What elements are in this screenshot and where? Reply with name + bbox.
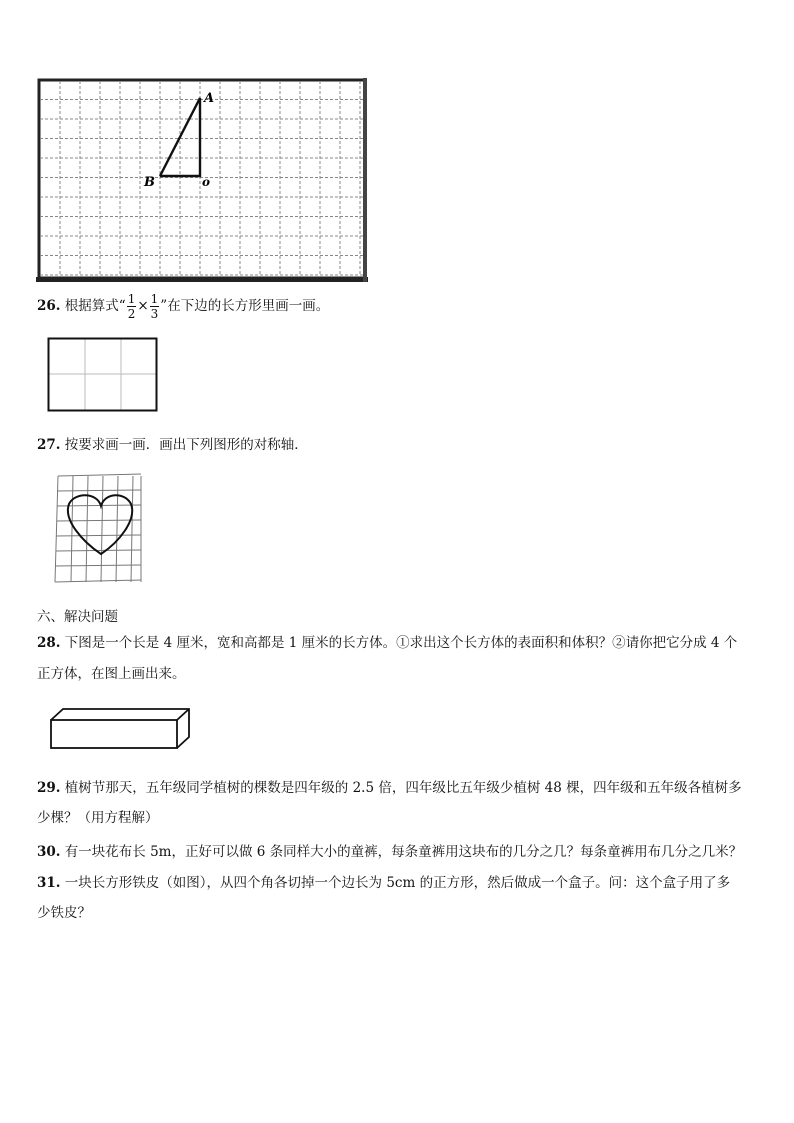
- label-b: B: [144, 175, 155, 190]
- question-27: [37, 436, 308, 454]
- question-number: 30.: [37, 844, 61, 860]
- section-6-title: 六、解决问题: [37, 609, 118, 625]
- rectangle-3x2-figure: [47, 337, 159, 413]
- triangle-grid: [36, 78, 370, 284]
- fraction-third: $\frac{1}{3}$: [150, 292, 159, 321]
- question-text-line1: 植树节那天，五年级同学植树的棵数是四年级的 2.5 倍，四年级比五年级少植树 48 棵，四年级和五年级各植树多: [64, 780, 742, 796]
- question-number: 31.: [37, 875, 61, 891]
- question-31: [37, 874, 730, 892]
- question-28: [37, 634, 737, 652]
- fraction-half: $\frac{1}{2}$: [127, 292, 136, 321]
- question-30: [37, 843, 742, 861]
- question-text-line1: 一块长方形铁皮（如图），从四个角各切掉一个边长为 5cm 的正方形，然后做成一个盒子。问：这个盒子用了多: [64, 875, 731, 891]
- question-number: 26.: [37, 298, 61, 314]
- question-text-line1: 有一块花布长 5m，正好可以做 6 条同样大小的童裤，每条童裤用这块布的几分之几？每条童裤用布几分之几米？: [64, 844, 743, 860]
- question-text-line1: 下图是一个长是 4 厘米，宽和高都是 1 厘米的长方体。①求出这个长方体的表面积和体积？②请你把它分成 4 个: [64, 635, 738, 651]
- question-29: [37, 779, 742, 797]
- question-number: 28.: [37, 635, 61, 651]
- question-text-after: ”在下边的长方形里画一画。: [160, 298, 330, 314]
- label-a: A: [204, 91, 215, 106]
- grid-bottom-edge: [36, 277, 368, 282]
- heart-shape: [68, 495, 132, 554]
- grid-figure: [36, 78, 370, 284]
- question-text-before: 根据算式“: [64, 298, 126, 314]
- heart-grid-figure: [53, 472, 145, 586]
- question-number: 27.: [37, 437, 61, 453]
- label-o: o: [202, 175, 211, 189]
- grid-right-edge: [363, 78, 367, 282]
- question-31-line2: 少铁皮？: [37, 905, 91, 921]
- question-number: 29.: [37, 780, 61, 796]
- times-sign: ×: [137, 298, 149, 314]
- cuboid-figure: [48, 706, 194, 752]
- question-29-line2: 少棵？（用方程解）: [37, 810, 159, 826]
- question-26: [37, 292, 329, 321]
- question-text: 按要求画一画．画出下列图形的对称轴．: [64, 437, 308, 453]
- question-28-line2: 正方体，在图上画出来。: [37, 666, 186, 682]
